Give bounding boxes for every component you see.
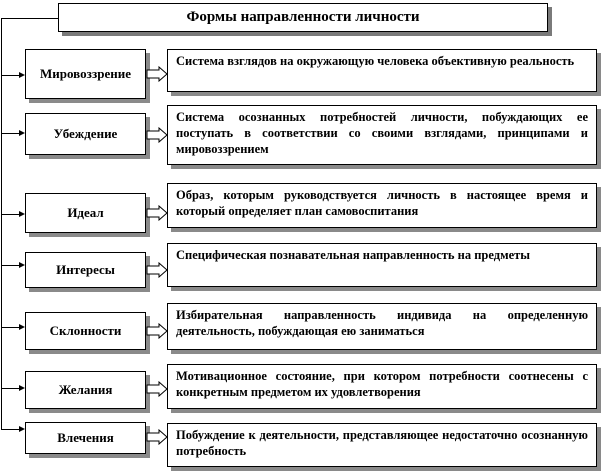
term-box <box>25 422 146 454</box>
term-box <box>25 312 146 350</box>
definition-box <box>167 364 597 409</box>
term-label: Мировоззрение <box>40 66 131 81</box>
block-arrow-icon <box>146 429 168 445</box>
definition-box <box>167 243 597 287</box>
connector-arrow <box>1 75 19 76</box>
connector-arrow <box>1 388 19 389</box>
connector-arrow <box>1 265 19 266</box>
definition-text: Избирательная направленность индивида на определенную деятельность, побуждающая ею заниматься <box>176 308 588 338</box>
term-box <box>25 49 146 99</box>
definition-text: Система осознанных потребностей личности, побуждающих ее поступать в соответствии со своими взглядами, принципами и мировоззрением <box>176 110 588 156</box>
definition-box <box>167 105 597 165</box>
block-arrow-icon <box>146 205 168 221</box>
connector-spine <box>1 18 2 430</box>
block-arrow-icon <box>146 381 168 397</box>
block-arrow-icon <box>146 127 168 143</box>
definition-text: Система взглядов на окружающую человека объективную реальность <box>176 54 575 68</box>
connector-arrow <box>1 214 19 215</box>
term-box <box>25 371 146 409</box>
term-box <box>25 252 146 288</box>
diagram-title: Формы направленности личности <box>58 3 548 32</box>
block-arrow-icon <box>146 262 168 278</box>
term-box <box>25 193 146 233</box>
block-arrow-icon <box>146 66 168 82</box>
definition-box <box>167 303 597 350</box>
term-label: Идеал <box>67 205 104 220</box>
definition-box <box>167 49 597 92</box>
term-label: Желания <box>58 382 113 397</box>
term-label: Влечения <box>57 430 114 445</box>
definition-text: Побуждение к деятельности, представляющее недостаточно осознанную потребность <box>176 428 588 458</box>
connector-arrow <box>1 133 19 134</box>
definition-box <box>167 423 597 467</box>
connector-arrow <box>1 429 19 430</box>
definition-text: Образ, которым руководствуется личность в настоящее время и который определяет план самовоспитания <box>176 188 588 218</box>
block-arrow-icon <box>146 323 168 339</box>
definition-text: Мотивационное состояние, при котором потребности соотнесены с конкретным предметом их удовлетворения <box>176 369 588 399</box>
definition-box <box>167 183 597 228</box>
term-label: Склонности <box>49 323 122 338</box>
connector-spine-top <box>1 18 58 19</box>
connector-arrow <box>1 327 19 328</box>
definition-text: Специфическая познавательная направленность на предметы <box>176 248 531 262</box>
term-label: Убеждение <box>53 126 118 141</box>
term-box <box>25 113 146 155</box>
term-label: Интересы <box>56 262 115 277</box>
